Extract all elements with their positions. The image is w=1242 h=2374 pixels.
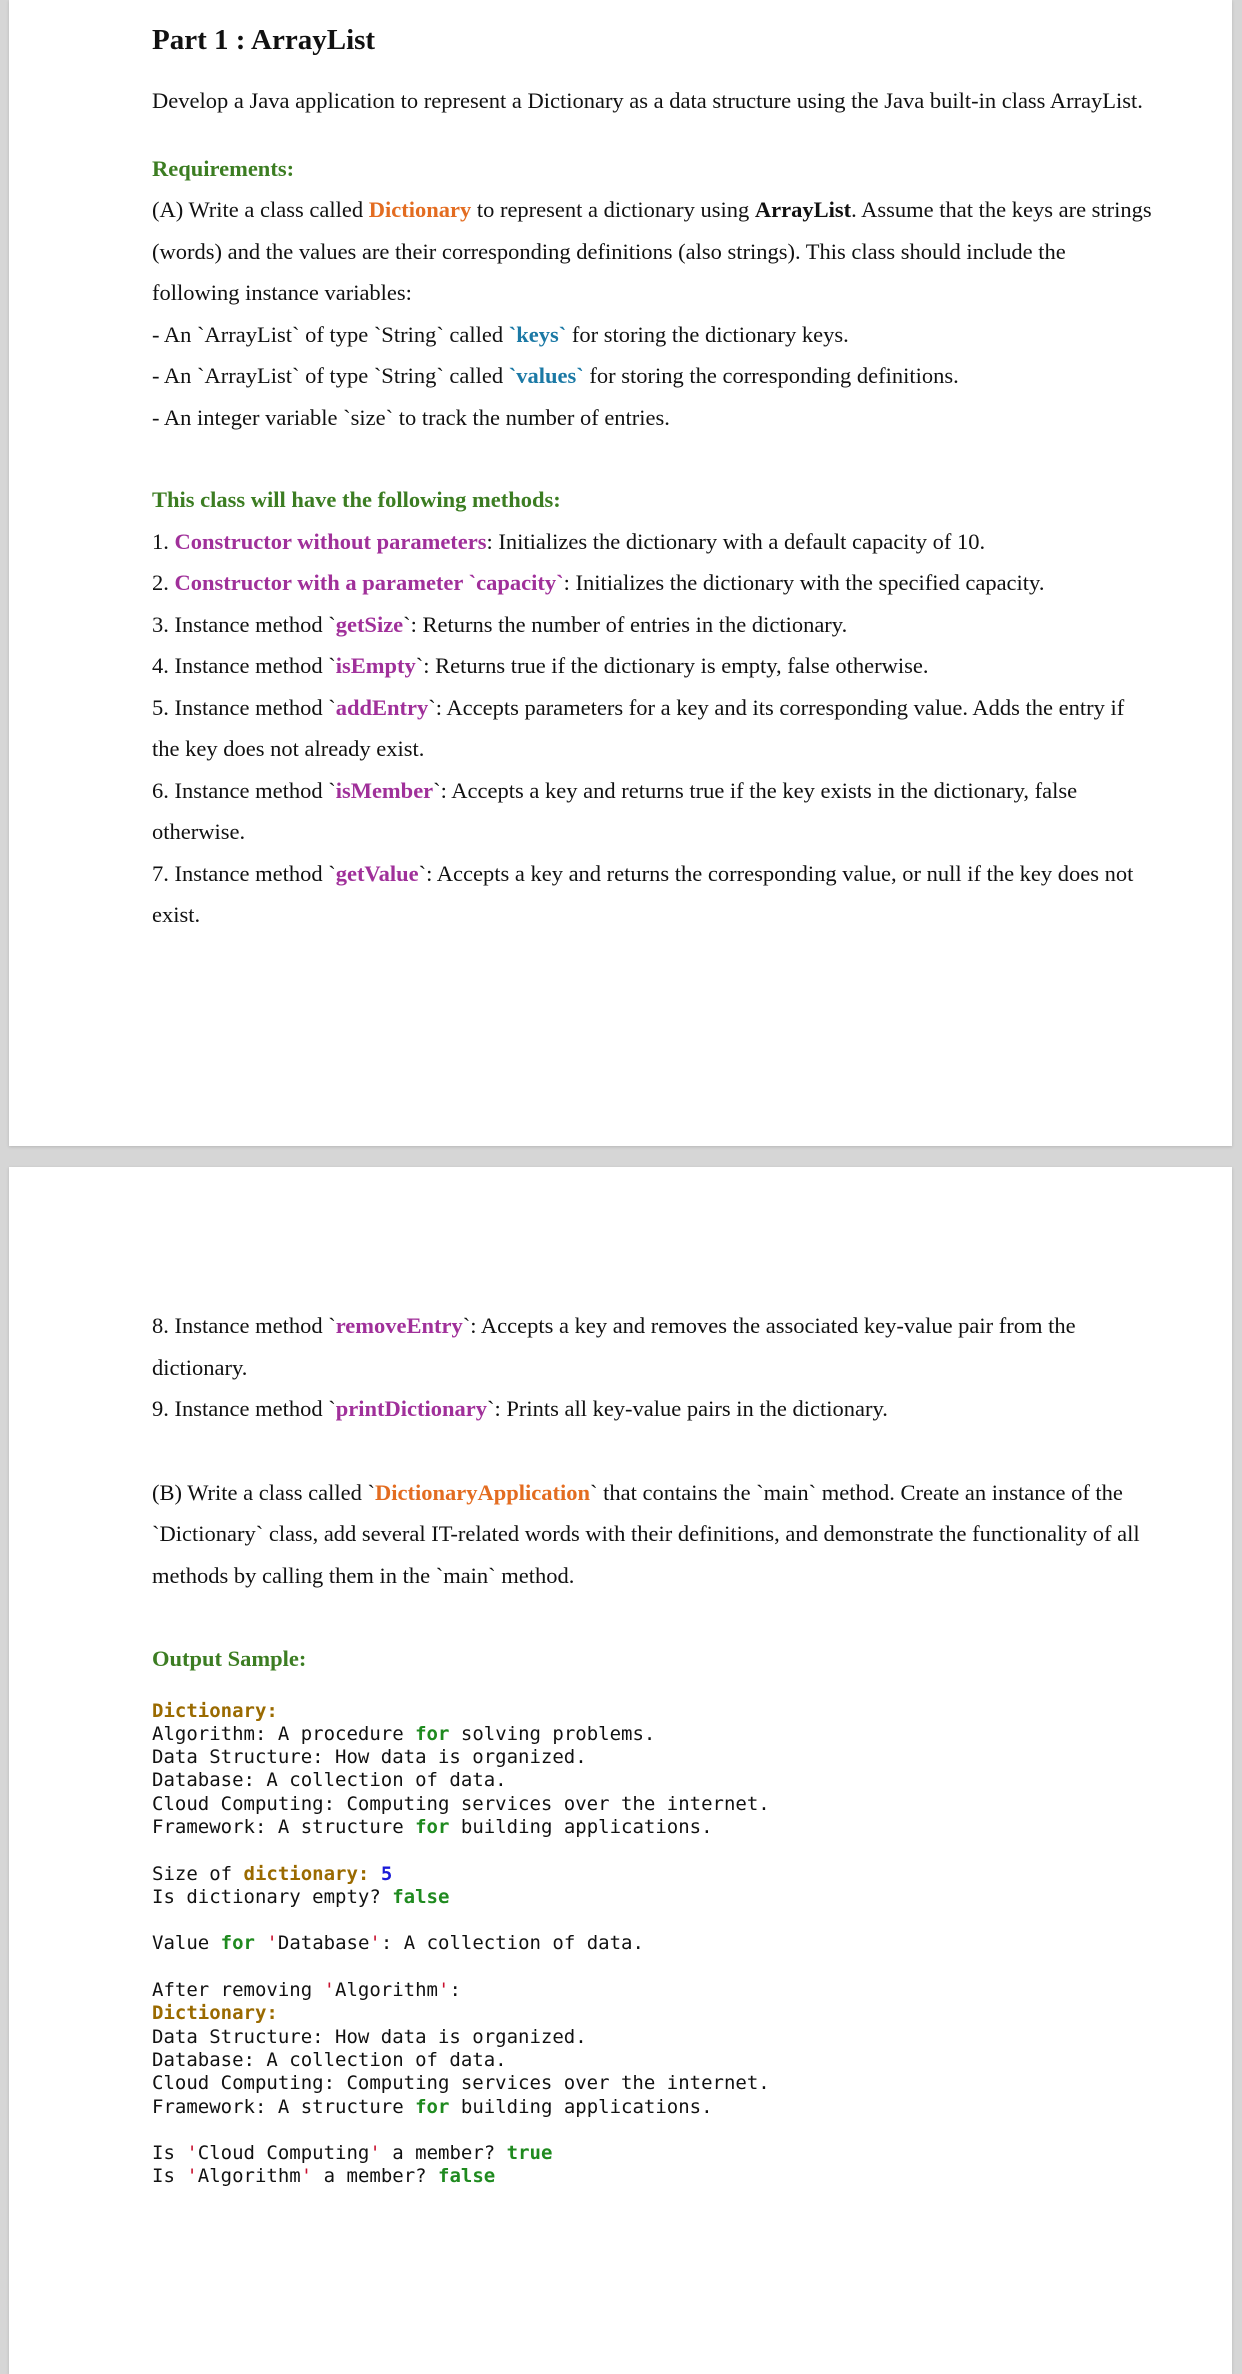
code-token: Size of <box>152 1862 244 1885</box>
code-token: false <box>438 2165 496 2188</box>
text-span: `: Accepts a key and returns the corresponding value, or null if the key does not exist. <box>152 860 1134 927</box>
code-token: ' <box>369 2142 381 2165</box>
dictionary-class-name: Dictionary <box>368 197 472 222</box>
text-span: `: Accepts a key and removes the associated key-value pair from the dictionary. <box>152 1313 1076 1380</box>
requirements-heading: Requirements: <box>152 155 295 181</box>
page-title: Part 1 : ArrayList <box>152 24 376 56</box>
method-item <box>152 770 1152 853</box>
method-item <box>152 1305 1152 1388</box>
code-token: a member? <box>312 2165 439 2188</box>
text-span: `: Prints all key-value pairs in the dictionary. <box>486 1396 888 1421</box>
document-page-1 <box>9 0 1232 1146</box>
code-token: 5 <box>380 1862 393 1885</box>
text-span: 1. <box>152 528 175 554</box>
text-span: 5. Instance method ` <box>152 694 336 720</box>
text-span: : Initializes the dictionary with a default capacity of 10. <box>486 528 986 554</box>
code-token: true <box>506 2142 553 2165</box>
code-line <box>152 1979 1152 2002</box>
code-token: Algorithm <box>197 2165 301 2188</box>
code-token: Algorithm: A procedure <box>152 1722 416 1745</box>
method-name: printDictionary <box>335 1396 487 1421</box>
keys-variable-name: `keys` <box>508 321 567 347</box>
code-token: : A collection of data. <box>380 1932 644 1955</box>
code-gap <box>152 1956 1152 1979</box>
text-span: `: Accepts a key and returns true if the key exists in the dictionary, false otherwise. <box>152 777 1078 844</box>
text-span: (A) Write a class called <box>152 197 369 222</box>
code-token: a member? <box>380 2142 507 2165</box>
requirement-b-paragraph <box>152 1472 1152 1597</box>
document-page-2 <box>9 1167 1232 2374</box>
code-token: building applications. <box>449 1815 713 1838</box>
method-item <box>152 1388 1152 1430</box>
text-span: ` that contains the `main` method. Create an instance of the `Dictionary` class, add several IT-related words with their definitions, and demonstrate the functionality of all methods by calling them in the `main` method. <box>152 1479 1140 1588</box>
requirement-a-paragraph <box>152 189 1152 314</box>
code-token: ' <box>438 1979 450 2002</box>
code-line <box>152 1700 1152 1723</box>
code-line <box>152 1863 1152 1886</box>
code-token: ' <box>186 2165 198 2188</box>
code-line <box>152 1816 1152 1839</box>
code-line <box>152 2002 1152 2025</box>
text-span: for storing the corresponding definitions. <box>583 363 959 388</box>
method-item <box>152 604 1152 646</box>
text-span: 8. Instance method ` <box>152 1313 336 1338</box>
text-span: `: Accepts parameters for a key and its corresponding value. Adds the entry if the key does not already exist. <box>152 694 1125 761</box>
code-token: for <box>415 1722 450 1745</box>
method-name: addEntry <box>335 694 429 720</box>
variable-keys-item <box>152 314 1152 356</box>
code-token: for <box>415 2095 450 2118</box>
text-span: (B) Write a class called ` <box>152 1479 375 1505</box>
code-token: building applications. <box>449 2095 713 2118</box>
text-span: . Assume that the keys are strings (words) and the values are their corresponding definitions (also strings). This class should include the following instance variables: <box>152 197 1152 305</box>
arraylist-term: ArrayList <box>754 197 852 222</box>
text-span: `: Returns the number of entries in the dictionary. <box>403 611 848 637</box>
code-token <box>255 1932 266 1954</box>
text-span: - An `ArrayList` of type `String` called <box>152 321 509 347</box>
page-2-content <box>152 1305 1152 2189</box>
output-sample-heading: Output Sample: <box>152 1646 307 1671</box>
method-name: isMember <box>335 777 434 803</box>
code-token: ' <box>186 2142 198 2165</box>
text-span: 9. Instance method ` <box>152 1396 336 1421</box>
code-token: Dictionary: <box>152 1699 278 1722</box>
code-token: Is <box>152 2142 187 2165</box>
code-line: Cloud Computing: Computing services over the internet. <box>152 1792 770 1815</box>
method-item <box>152 853 1152 936</box>
code-token: Cloud Computing <box>197 2142 370 2165</box>
method-name: isEmpty <box>335 653 416 678</box>
text-span: : Initializes the dictionary with the specified capacity. <box>563 570 1045 595</box>
method-name: getValue <box>335 860 419 886</box>
method-item <box>152 521 1152 563</box>
output-sample-code <box>152 1700 1152 2189</box>
code-token: : <box>449 1979 461 2002</box>
code-token: Database <box>277 1932 370 1955</box>
text-span: - An `ArrayList` of type `String` called <box>152 363 509 388</box>
text-span: 7. Instance method ` <box>152 860 336 886</box>
page-1-content <box>152 20 1152 936</box>
code-line <box>152 2165 1152 2188</box>
code-line <box>152 1723 1152 1746</box>
code-line <box>152 2142 1152 2165</box>
variable-size-item: - An integer variable `size` to track the number of entries. <box>152 404 670 430</box>
code-line: Cloud Computing: Computing services over the internet. <box>152 2072 770 2095</box>
text-span: `: Returns true if the dictionary is empty, false otherwise. <box>415 653 929 678</box>
text-span: for storing the dictionary keys. <box>566 321 849 347</box>
text-span: 2. <box>152 570 175 595</box>
code-gap <box>152 1839 1152 1862</box>
text-span: 6. Instance method ` <box>152 777 336 803</box>
code-gap <box>152 1909 1152 1932</box>
application-class-name: DictionaryApplication <box>374 1479 590 1505</box>
code-token: Framework: A structure <box>152 1815 416 1838</box>
code-token: Framework: A structure <box>152 2095 416 2118</box>
code-line: Database: A collection of data. <box>152 1769 507 1792</box>
code-line <box>152 2096 1152 2119</box>
code-token: After removing <box>152 1979 324 2002</box>
text-span: 3. Instance method ` <box>152 611 336 637</box>
code-token: ' <box>323 1979 336 2002</box>
code-token: ' <box>266 1932 278 1955</box>
intro-paragraph: Develop a Java application to represent a Dictionary as a data structure using the Java built-in class ArrayList. <box>152 88 1143 113</box>
method-name: removeEntry <box>335 1313 463 1338</box>
method-name: Constructor without parameters <box>174 528 487 554</box>
code-line <box>152 1932 1152 1955</box>
code-token: Algorithm <box>335 1979 438 2002</box>
variable-values-item <box>152 355 1152 397</box>
code-gap <box>152 2119 1152 2142</box>
code-token: Value <box>152 1932 221 1955</box>
code-token: solving problems. <box>449 1722 656 1745</box>
code-token: Is dictionary empty? <box>152 1885 393 1908</box>
method-item <box>152 687 1152 770</box>
methods-heading: This class will have the following methods: <box>152 487 561 512</box>
code-token: Is <box>152 2165 187 2188</box>
code-token: ' <box>369 1932 381 1955</box>
text-span: 4. Instance method ` <box>152 653 336 678</box>
code-line: Data Structure: How data is organized. <box>152 1746 587 1769</box>
code-token: false <box>392 1885 450 1908</box>
code-token: dictionary: <box>243 1862 370 1885</box>
code-token: for <box>220 1932 255 1955</box>
code-line <box>152 1886 1152 1909</box>
method-name: getSize <box>335 611 404 637</box>
code-line: Data Structure: How data is organized. <box>152 2025 587 2048</box>
method-item <box>152 562 1152 604</box>
text-span: to represent a dictionary using <box>471 197 755 222</box>
method-name: Constructor with a parameter `capacity` <box>174 570 564 595</box>
code-token: ' <box>300 2165 313 2188</box>
code-token: for <box>415 1815 450 1838</box>
method-item <box>152 645 1152 687</box>
code-token: Dictionary: <box>152 2002 278 2025</box>
code-line: Database: A collection of data. <box>152 2048 507 2071</box>
values-variable-name: `values` <box>508 363 584 388</box>
